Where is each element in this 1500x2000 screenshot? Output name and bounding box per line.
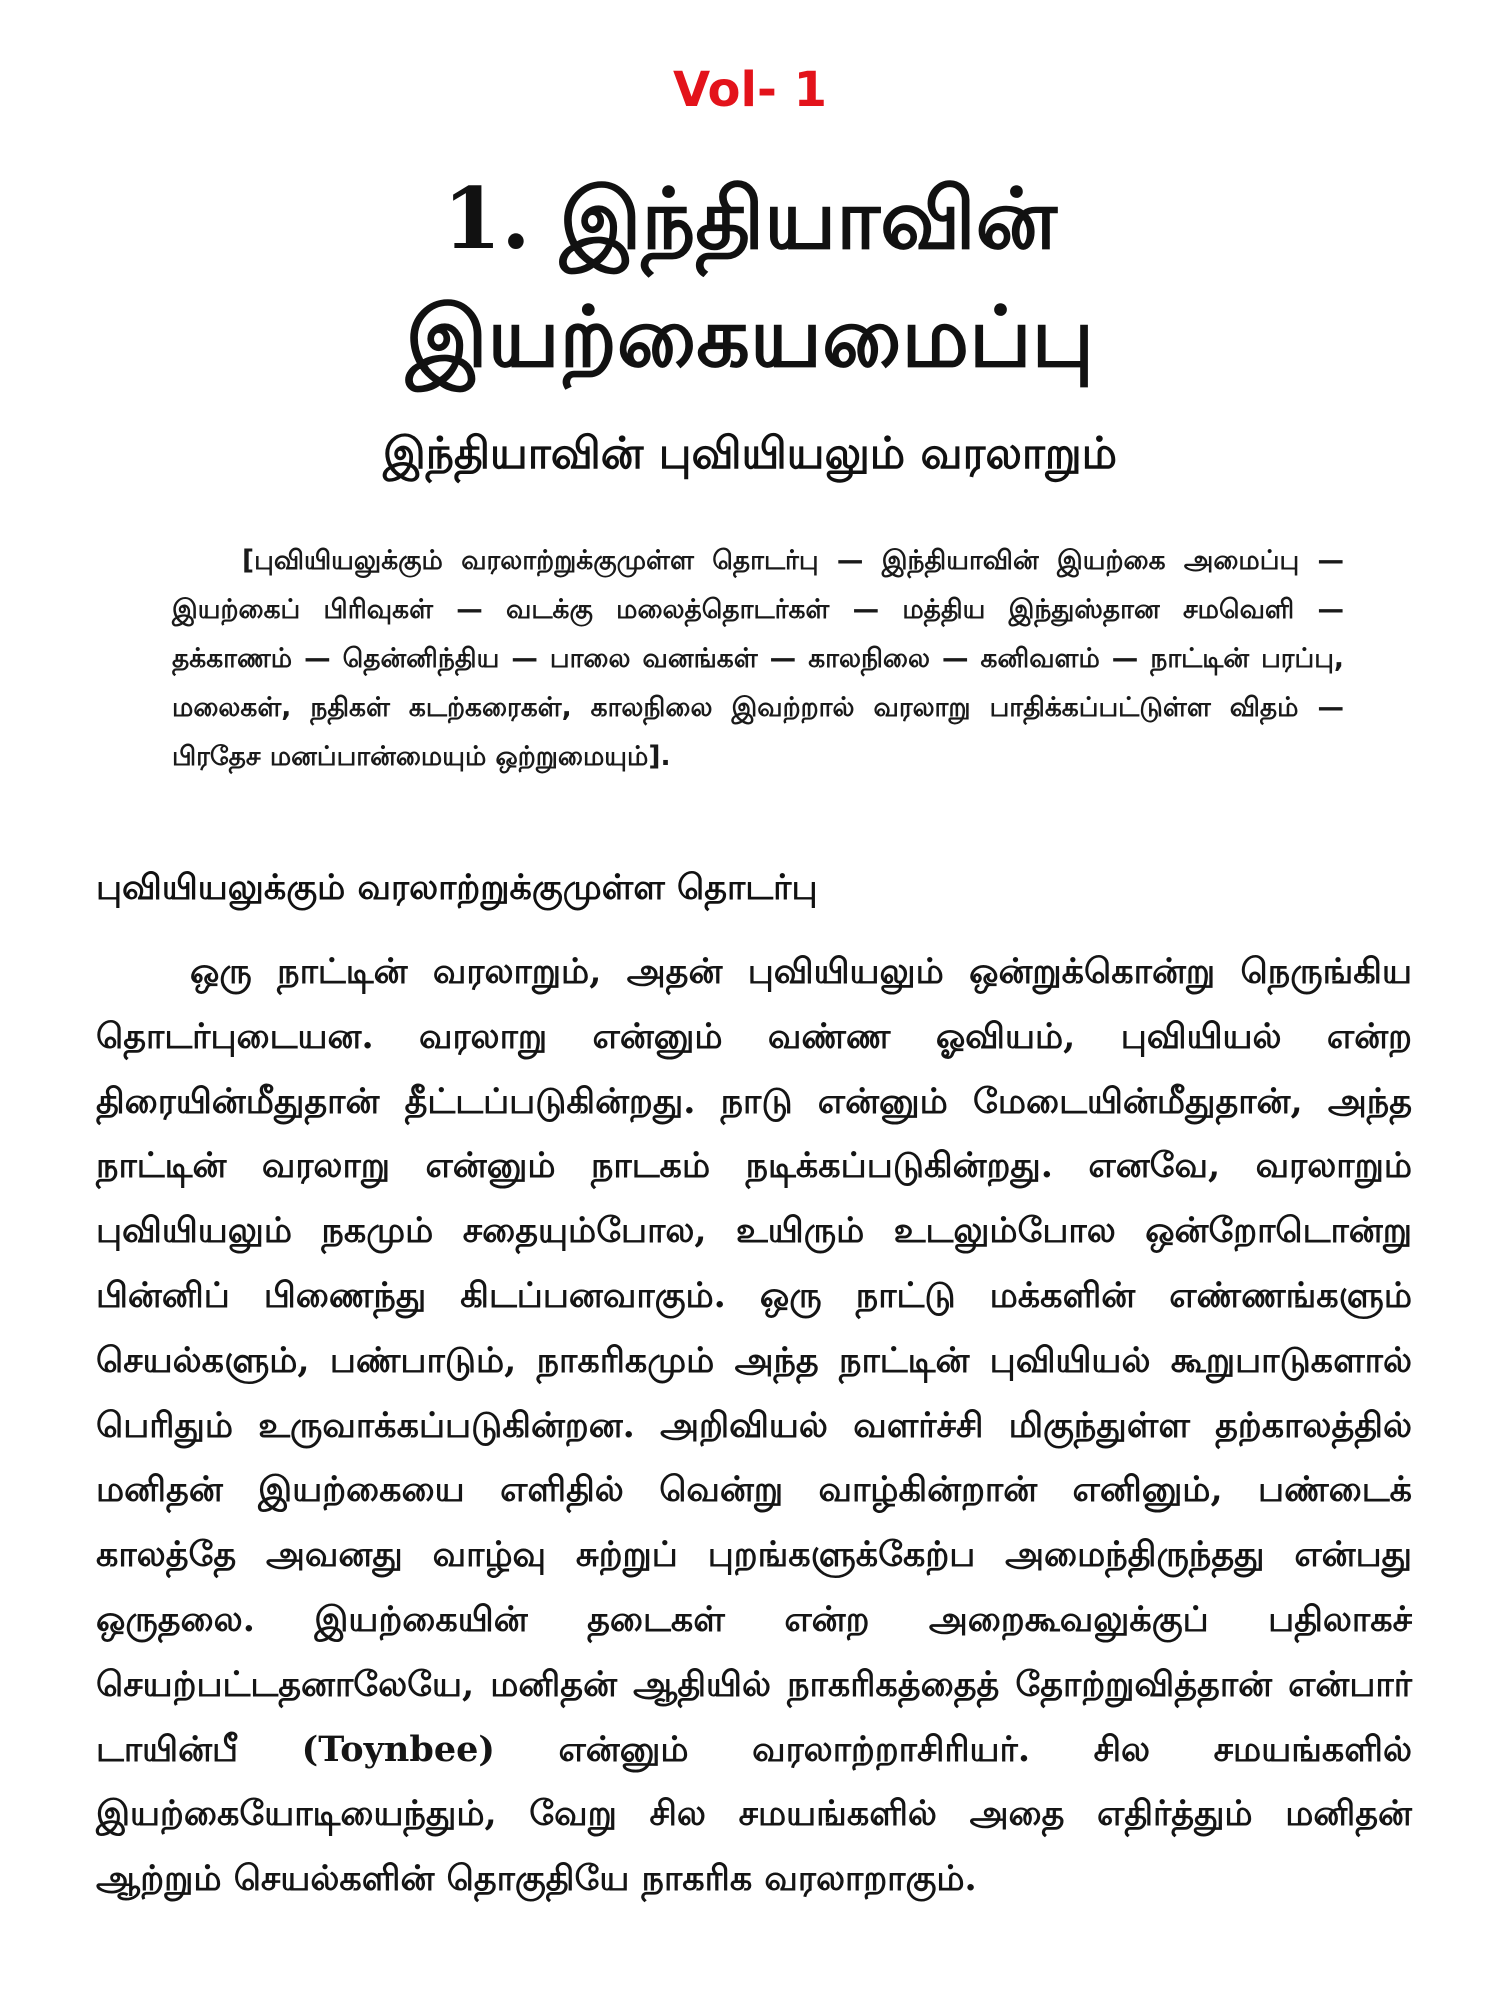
section-heading: இந்தியாவின் புவியியலும் வரலாறும் [382, 428, 1118, 479]
paragraph-text: ஒரு நாட்டின் வரலாறும், அதன் புவியியலும் ஒன்றுக்கொன்று நெருங்கிய தொடர்புடையன. வரலாறு என்னும் வண்ண ஓவியம், புவியியல் என்ற திரையின்மீதுதான் தீட்டப்படுகின்றது. நாடு என்னும் மேடையின்மீதுதான், அந்த நாட்டின் வரலாறு என்னும் நாடகம் நடிக்கப்படுகின்றது. எனவே, வரலாறும் புவியியலும் நகமும் சதையும்போல, உயிரும் உடலும்போல ஒன்றோடொன்று பின்னிப் பிணைந்து கிடப்பனவாகும். ஒரு நாட்டு மக்களின் எண்ணங்களும் செயல்களும், பண்பாடும், நாகரிகமும் அந்த நாட்டின் புவியியல் கூறுபாடுகளால் பெரிதும் உருவாக்கப்படுகின்றன. அறிவியல் வளர்ச்சி மிகுந்துள்ள தற்காலத்தில் மனிதன் இயற்கையை எளிதில் வென்று வாழ்கின்றான் எனினும், பண்டைக் காலத்தே அவனது வாழ்வு சுற்றுப் புறங்களுக்கேற்ப அமைந்திருந்தது என்பது ஒருதலை. இயற்கையின் தடைகள் என்ற அறைகூவலுக்குப் பதிலாகச் செயற்பட்டதனாலேயே, மனிதன் ஆதியில் நாகரிகத்தைத் தோற்றுவித்தான் என்பார் டாயின்பீ (Toynbee) என்னும் வரலாற்றாசிரியர். சில சமயங்களில் இயற்கையோடியைந்தும், வேறு சில சமயங்களில் அதை எதிர்த்தும் மனிதன் ஆற்றும் செயல்களின் தொகுதியே நாகரிக வரலாறாகும். [96, 951, 1412, 1900]
chapter-title [0, 160, 1500, 396]
body-paragraph [96, 940, 1412, 1912]
chapter-summary [172, 536, 1344, 781]
summary-text: [புவியியலுக்கும் வரலாற்றுக்குமுள்ள தொடர்பு — இந்தியாவின் இயற்கை அமைப்பு — இயற்கைப் பிரிவுகள் — வடக்கு மலைத்தொடர்கள் — மத்திய இந்துஸ்தான சமவெளி — தக்காணம் — தென்னிந்திய — பாலை வனங்கள் — காலநிலை — கனிவளம் — நாட்டின் பரப்பு, மலைகள், நதிகள் கடற்கரைகள், காலநிலை இவற்றால் வரலாறு பாதிக்கப்பட்டுள்ள விதம் — பிரதேச மனப்பான்மையும் ஒற்றுமையும்]. [172, 545, 1344, 772]
volume-label: Vol- 1 [673, 62, 827, 118]
chapter-title-line-1: 1. இந்தியாவின் [442, 169, 1058, 268]
chapter-title-line-2: இயற்கையமைப்பு [405, 287, 1095, 386]
subsection-heading: புவியியலுக்கும் வரலாற்றுக்குமுள்ள தொடர்பு [96, 868, 818, 908]
